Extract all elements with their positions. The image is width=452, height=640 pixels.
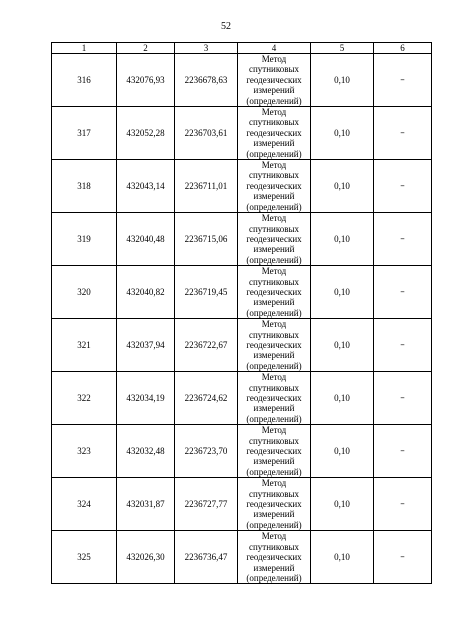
method-line: спутниковых	[248, 435, 300, 446]
coordinate-y-cell: 2236711,01	[175, 160, 238, 213]
method-line: (определений)	[246, 519, 302, 530]
method-line: спутниковых	[248, 117, 300, 128]
coordinate-y-cell: 2236724,62	[175, 372, 238, 425]
method-line: Метод	[261, 160, 287, 171]
point-number-cell: 323	[52, 425, 117, 478]
method-line: геодезических	[246, 446, 302, 457]
accuracy-cell: 0,10	[311, 213, 374, 266]
accuracy-cell: 0,10	[311, 372, 374, 425]
column-header: 3	[175, 43, 238, 54]
method-line: (определений)	[246, 254, 302, 265]
coordinate-x-cell: 432032,48	[117, 425, 175, 478]
table-row	[52, 425, 432, 478]
point-number-cell: 317	[52, 107, 117, 160]
table-row	[52, 107, 432, 160]
method-line: Метод	[261, 425, 287, 436]
table-row	[52, 372, 432, 425]
coordinate-x-cell: 432037,94	[117, 319, 175, 372]
method-line: геодезических	[246, 552, 302, 563]
method-cell	[238, 372, 311, 425]
method-line: Метод	[261, 372, 287, 383]
method-line: (определений)	[246, 360, 302, 371]
point-number-cell: 316	[52, 54, 117, 107]
note-cell: –	[374, 160, 432, 213]
method-line: измерений	[253, 562, 295, 573]
coordinate-y-cell: 2236678,63	[175, 54, 238, 107]
method-line: (определений)	[246, 201, 302, 212]
point-number-cell: 318	[52, 160, 117, 213]
point-number-cell: 322	[52, 372, 117, 425]
column-header: 5	[311, 43, 374, 54]
accuracy-cell: 0,10	[311, 319, 374, 372]
method-line: Метод	[261, 478, 287, 489]
method-cell	[238, 319, 311, 372]
table-row	[52, 478, 432, 531]
method-line: геодезических	[246, 127, 302, 138]
method-line: спутниковых	[248, 541, 300, 552]
note-cell: –	[374, 478, 432, 531]
method-line: измерений	[253, 456, 295, 467]
coordinate-x-cell: 432052,28	[117, 107, 175, 160]
method-line: измерений	[253, 244, 295, 255]
page-number: 52	[221, 21, 231, 32]
point-number-cell: 325	[52, 531, 117, 584]
method-line: измерений	[253, 85, 295, 96]
method-line: спутниковых	[248, 488, 300, 499]
method-cell	[238, 213, 311, 266]
method-line: геодезических	[246, 339, 302, 350]
method-line: спутниковых	[248, 329, 300, 340]
point-number-cell: 324	[52, 478, 117, 531]
method-line: измерений	[253, 138, 295, 149]
note-cell: –	[374, 425, 432, 478]
method-line: геодезических	[246, 74, 302, 85]
accuracy-cell: 0,10	[311, 266, 374, 319]
method-line: спутниковых	[248, 382, 300, 393]
method-line: Метод	[261, 54, 287, 64]
method-cell	[238, 54, 311, 107]
method-line: измерений	[253, 509, 295, 520]
table-row	[52, 319, 432, 372]
method-line: Метод	[261, 319, 287, 330]
point-number-cell: 321	[52, 319, 117, 372]
accuracy-cell: 0,10	[311, 107, 374, 160]
note-cell: –	[374, 107, 432, 160]
method-line: геодезических	[246, 499, 302, 510]
method-cell	[238, 425, 311, 478]
table-header-row	[52, 43, 432, 54]
method-line: (определений)	[246, 307, 302, 318]
accuracy-cell: 0,10	[311, 425, 374, 478]
method-line: геодезических	[246, 286, 302, 297]
table-row	[52, 266, 432, 319]
method-line: Метод	[261, 107, 287, 118]
table-row	[52, 213, 432, 266]
coordinate-y-cell: 2236736,47	[175, 531, 238, 584]
coordinate-x-cell: 432031,87	[117, 478, 175, 531]
method-line: спутниковых	[248, 223, 300, 234]
coordinate-y-cell: 2236715,06	[175, 213, 238, 266]
method-line: измерений	[253, 403, 295, 414]
method-cell	[238, 107, 311, 160]
method-line: Метод	[261, 266, 287, 277]
coordinate-y-cell: 2236703,61	[175, 107, 238, 160]
note-cell: –	[374, 372, 432, 425]
accuracy-cell: 0,10	[311, 54, 374, 107]
method-line: геодезических	[246, 233, 302, 244]
table-row	[52, 531, 432, 584]
method-line: геодезических	[246, 393, 302, 403]
method-line: геодезических	[246, 180, 302, 191]
method-cell	[238, 266, 311, 319]
method-line: спутниковых	[248, 170, 300, 181]
coordinate-y-cell: 2236722,67	[175, 319, 238, 372]
point-number-cell: 320	[52, 266, 117, 319]
column-header: 2	[117, 43, 175, 54]
note-cell: –	[374, 266, 432, 319]
method-line: измерений	[253, 191, 295, 202]
note-cell: –	[374, 213, 432, 266]
column-header: 4	[238, 43, 311, 54]
method-line: измерений	[253, 350, 295, 361]
method-line: спутниковых	[248, 276, 300, 287]
column-header: 1	[52, 43, 117, 54]
note-cell: –	[374, 531, 432, 584]
method-line: (определений)	[246, 572, 302, 583]
coordinate-x-cell: 432043,14	[117, 160, 175, 213]
coordinate-y-cell: 2236723,70	[175, 425, 238, 478]
table-row	[52, 54, 432, 107]
point-number-cell: 319	[52, 213, 117, 266]
method-line: Метод	[261, 213, 287, 224]
coordinate-y-cell: 2236727,77	[175, 478, 238, 531]
method-cell	[238, 478, 311, 531]
accuracy-cell: 0,10	[311, 478, 374, 531]
coordinate-y-cell: 2236719,45	[175, 266, 238, 319]
note-cell: –	[374, 319, 432, 372]
method-line: (определений)	[246, 148, 302, 159]
coordinates-table	[51, 42, 432, 584]
coordinate-x-cell: 432034,19	[117, 372, 175, 425]
note-cell: –	[374, 54, 432, 107]
method-line: (определений)	[246, 466, 302, 477]
method-line: Метод	[261, 531, 287, 542]
method-cell	[238, 160, 311, 213]
table-row	[52, 160, 432, 213]
coordinate-x-cell: 432040,48	[117, 213, 175, 266]
method-cell	[238, 531, 311, 584]
method-line: (определений)	[246, 95, 302, 106]
method-line: спутниковых	[248, 64, 300, 75]
method-line: (определений)	[246, 413, 302, 424]
coordinate-x-cell: 432076,93	[117, 54, 175, 107]
method-line: измерений	[253, 297, 295, 308]
accuracy-cell: 0,10	[311, 531, 374, 584]
column-header: 6	[374, 43, 432, 54]
coordinate-x-cell: 432040,82	[117, 266, 175, 319]
accuracy-cell: 0,10	[311, 160, 374, 213]
coordinate-x-cell: 432026,30	[117, 531, 175, 584]
